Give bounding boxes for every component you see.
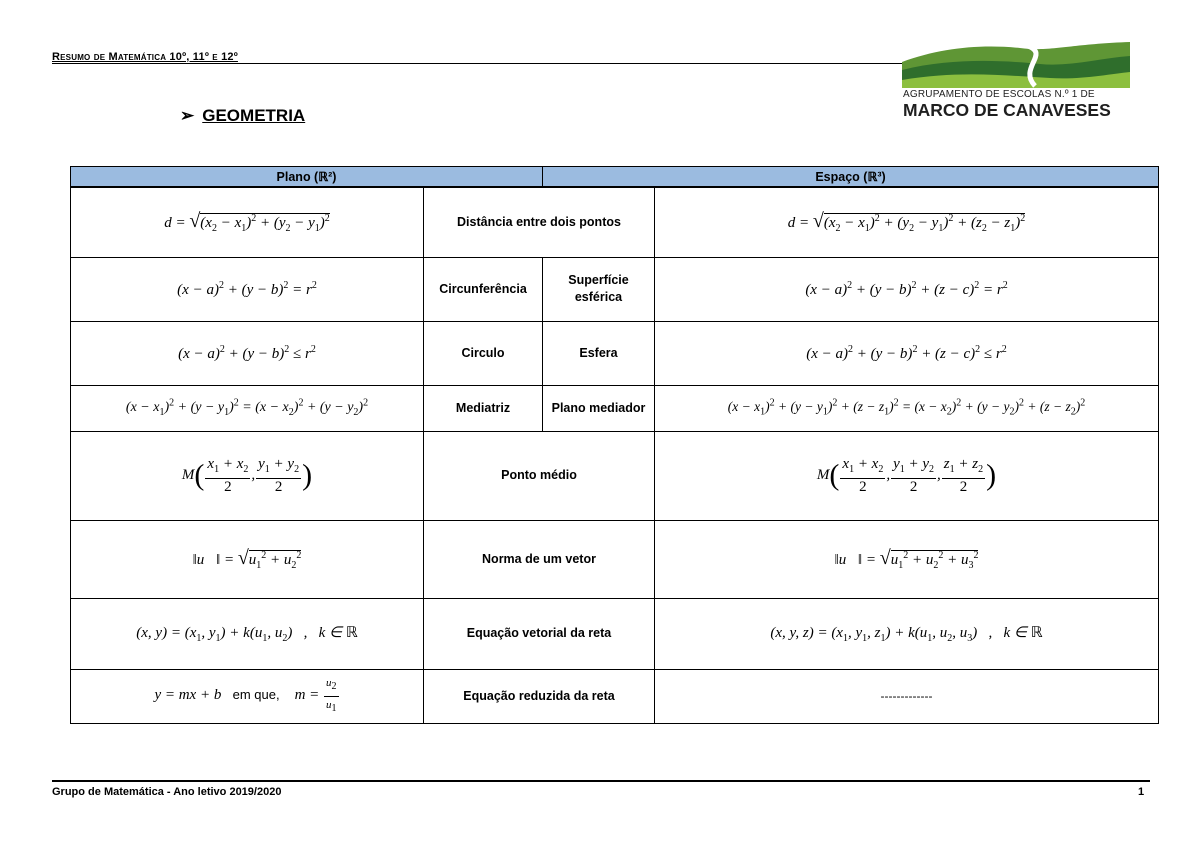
header-rule	[52, 63, 902, 64]
page-number: 1	[1138, 786, 1145, 798]
footer-text: Grupo de Matemática - Ano letivo 2019/2020	[52, 786, 282, 798]
plane-distance-formula: $d = √(x_2 - x_1)^2 + (y_2 - y_1)^2$	[71, 187, 424, 257]
plane-vector-norm-formula: ‖u⃗‖ = $√u_1^2 + u_2^2$	[71, 520, 424, 598]
landscape-logo-icon	[900, 40, 1130, 88]
section-heading	[180, 106, 305, 126]
plane-vector-line-equation: (x, $y) = (x_1$, $y_1) + k(u_1$, $u_2$) , k ∈ ℝ	[71, 598, 424, 669]
table-row	[71, 669, 1159, 723]
table-row	[71, 598, 1159, 669]
label-superficie-esferica: Superfície esférica	[543, 257, 655, 321]
logo-line-2: MARCO DE CANAVESES	[903, 100, 1111, 120]
label-norma: Norma de um vetor	[424, 520, 655, 598]
table-header-row	[71, 167, 1159, 188]
label-circulo: Circulo	[424, 321, 543, 385]
table-row	[71, 187, 1159, 257]
space-vector-norm-formula: ‖u⃗‖ = $√u_1^2 + u_2^2 + u_3^2$	[655, 520, 1159, 598]
plane-midpoint-formula: M( $\frac{x_1 + x_2}{2}$ , $\frac{y_1 + y_2}{2}$ )	[71, 431, 424, 520]
space-mediator-plane-equation: $(x - x_1)^2 + (y - y_1)^2 + (z - z_1)^2 = (x - x_2)^2 + (y - y_2)^2 + (z - z_2)^2$	[655, 385, 1159, 431]
formula-table	[70, 166, 1159, 724]
table-row	[71, 385, 1159, 431]
label-esfera: Esfera	[543, 321, 655, 385]
label-distance: Distância entre dois pontos	[424, 187, 655, 257]
plane-header: Plano (ℝ²)	[71, 167, 543, 188]
footer-rule	[52, 780, 1150, 782]
label-plano-mediador: Plano mediador	[543, 385, 655, 431]
logo-line-1: AGRUPAMENTO DE ESCOLAS N.º 1 DE	[903, 89, 1095, 100]
space-header: Espaço (ℝ³)	[543, 167, 1159, 188]
space-vector-line-equation: (x, y, $z) = (x_1$, $y_1$, $z_1) + k(u_1$, $u_2$, $u_3$) , k ∈ ℝ	[655, 598, 1159, 669]
label-ponto-medio: Ponto médio	[424, 431, 655, 520]
plane-reduced-line-equation: y = mx + b em que, m = $\frac{u_2}{u_1}$	[71, 669, 424, 723]
reduced-connector-text: em que,	[232, 687, 280, 703]
arrow-bullet-icon: ➢	[180, 106, 195, 125]
label-mediatriz: Mediatriz	[424, 385, 543, 431]
label-circunferencia: Circunferência	[424, 257, 543, 321]
table-row	[71, 431, 1159, 520]
plane-mediatriz-equation: $(x - x_1)^2 + (y - y_1)^2 = (x - x_2)^2 + (y - y_2)^2$	[71, 385, 424, 431]
school-logo	[900, 40, 1156, 120]
table-row	[71, 257, 1159, 321]
label-eq-reduzida: Equação reduzida da reta	[424, 669, 655, 723]
label-eq-vetorial: Equação vetorial da reta	[424, 598, 655, 669]
plane-circle-equation: $(x - a)^2 + (y - b)^2 = r^2$	[71, 257, 424, 321]
space-sphere-surface-equation: $(x - a)^2 + (y - b)^2 + (z - c)^2 = r^2$	[655, 257, 1159, 321]
document-header-title: Resumo de Matemática 10º, 11º e 12º	[52, 51, 238, 63]
space-ball-inequation: $(x - a)^2 + (y - b)^2 + (z - c)^2 \le r^2$	[655, 321, 1159, 385]
space-reduced-placeholder: -------------	[655, 669, 1159, 723]
plane-disk-inequation: $(x - a)^2 + (y - b)^2 \le r^2$	[71, 321, 424, 385]
table-row	[71, 321, 1159, 385]
table-row	[71, 520, 1159, 598]
section-title: GEOMETRIA	[202, 106, 306, 125]
space-distance-formula: $d = √(x_2 - x_1)^2 + (y_2 - y_1)^2 + (z_2 - z_1)^2$	[655, 187, 1159, 257]
space-midpoint-formula: M( $\frac{x_1 + x_2}{2}$ , $\frac{y_1 + y_2}{2}$ , $\frac{z_1 + z_2}{2}$ )	[655, 431, 1159, 520]
